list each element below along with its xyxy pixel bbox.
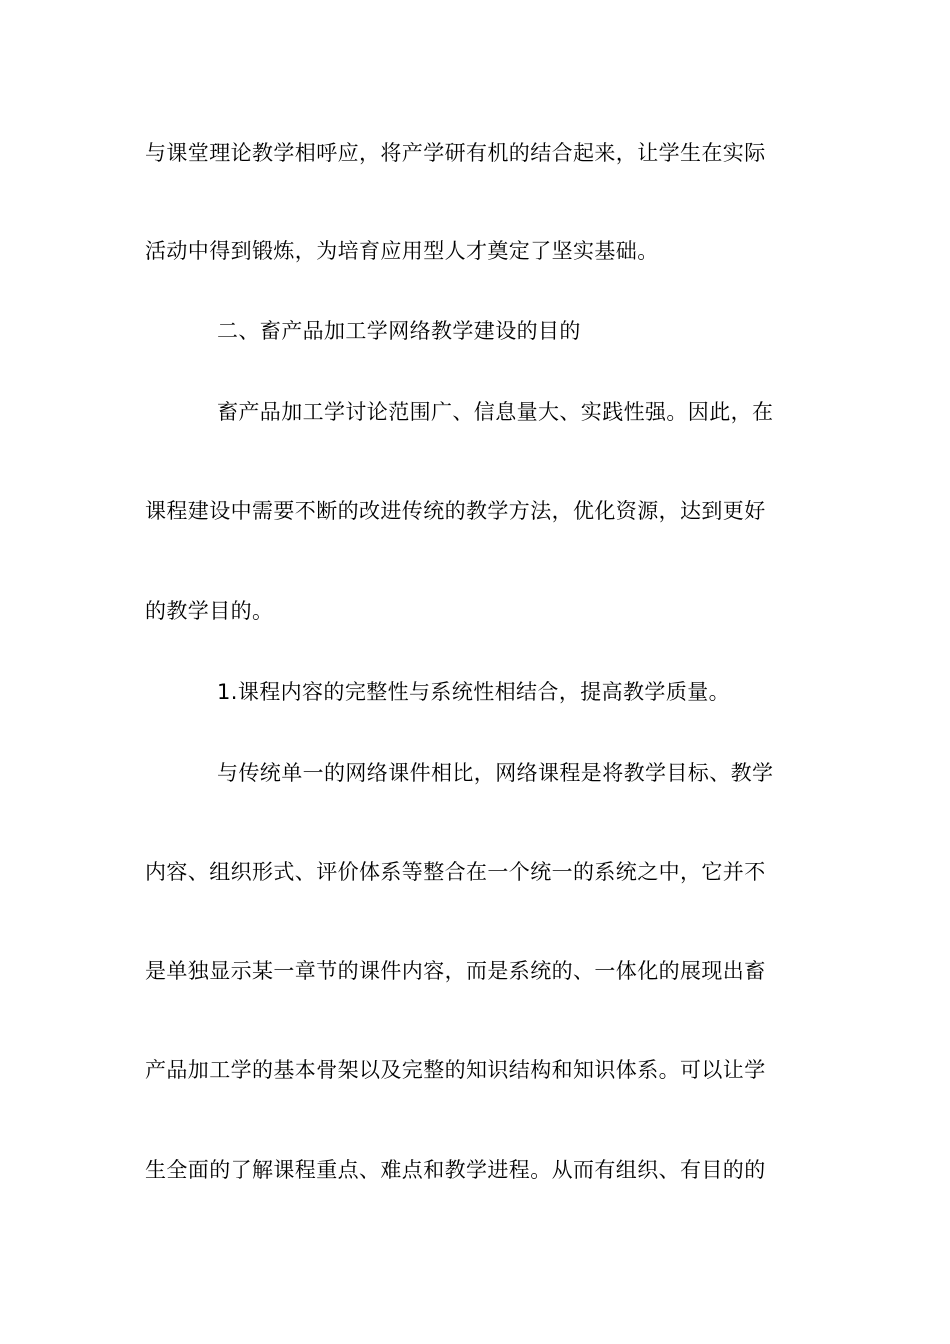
text-line: 的教学目的。 [145, 599, 274, 623]
text-line: 生全面的了解课程重点、难点和教学进程。从而有组织、有目的的 [145, 1158, 766, 1182]
section-heading: 二、畜产品加工学网络教学建设的目的 [217, 319, 581, 343]
text-line: 内容、组织形式、评价体系等整合在一个统一的系统之中，它并不 [145, 860, 766, 884]
paragraph-first-line: 畜产品加工学讨论范围广、信息量大、实践性强。因此，在 [217, 400, 774, 424]
text-line: 是单独显示某一章节的课件内容，而是系统的、一体化的展现出畜 [145, 959, 766, 983]
text-line: 课程建设中需要不断的改进传统的教学方法，优化资源，达到更好 [145, 499, 766, 523]
paragraph-first-line: 与传统单一的网络课件相比，网络课程是将教学目标、教学 [217, 761, 774, 785]
subsection-heading: 1.课程内容的完整性与系统性相结合，提高教学质量。 [217, 680, 731, 704]
text-line: 与课堂理论教学相呼应，将产学研有机的结合起来，让学生在实际 [145, 141, 766, 165]
text-line: 活动中得到锻炼，为培育应用型人才奠定了坚实基础。 [145, 239, 659, 263]
text-line: 产品加工学的基本骨架以及完整的知识结构和知识体系。可以让学 [145, 1058, 766, 1082]
